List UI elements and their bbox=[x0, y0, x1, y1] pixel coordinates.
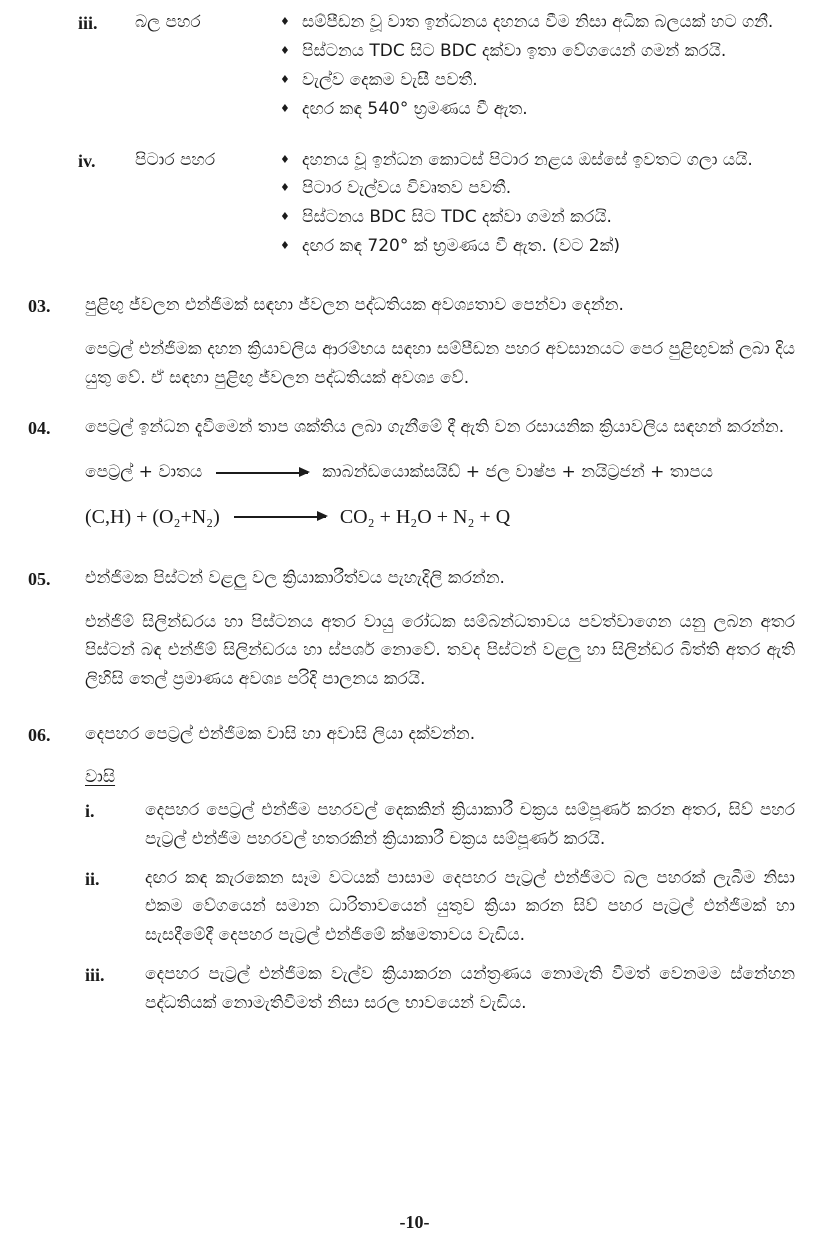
question-number: 05. bbox=[28, 568, 51, 589]
answer-text: එන්ජිම් සිලින්ඩරය හා පිස්ටනය අතර වායු රෝධක සම්බන්ධතාවය පවත්වාගෙන යනු ලබන අතර පිස්ටන් බඳ එන්ජිම් සිලින්ඩරය හා ස්පර්ශ නොවේ. තවද පිස්ටන් වළලු හා සිලින්ඩර බිත්ති අතර ඇති ලිහිසි තෙල් ප්‍රමාණය අවශ්‍ය පරිදි පාලනය කරයි. bbox=[85, 611, 795, 690]
bullet-text: සම්පීඩන වූ වාත ඉන්ධනය දහනය වීම නිසා අධික බලයක් හට ගනී. bbox=[302, 12, 774, 32]
diamond-bullet-icon: ♦ bbox=[280, 239, 290, 253]
answer-text: පෙට්‍රල් එන්ජිමක දහන ක්‍රියාවලිය ආරම්භය සඳහා සම්පීඩන පහර අවසානයට පෙර පුළිඟුවක් ලබා දිය යුතු වේ. ඒ සඳහා පුළිඟු ජ්වලන පද්ධතියක් අවශ්‍ය වේ. bbox=[85, 338, 795, 388]
question-body bbox=[85, 608, 795, 695]
question-number: 03. bbox=[28, 296, 51, 317]
bullet-text: වැල්ව දෙකම වැසී පවතී. bbox=[302, 69, 478, 90]
word-equation bbox=[85, 458, 795, 487]
question-03 bbox=[28, 291, 795, 392]
question-head bbox=[28, 564, 795, 595]
page-number: -10- bbox=[399, 1212, 430, 1233]
equation-rhs: CO₂ + H₂O + N₂ + Q bbox=[339, 505, 511, 528]
bullet-text: පිස්ටනය TDC සිට BDC දක්වා ඉතා වේගයෙන් ගමන් කරයි. bbox=[302, 40, 727, 61]
equation-lhs: පෙට්‍රල් + වාතය bbox=[85, 462, 203, 483]
question-number: 06. bbox=[28, 725, 51, 746]
diamond-bullet-icon: ♦ bbox=[280, 15, 290, 28]
diamond-bullet-icon: ♦ bbox=[280, 181, 290, 195]
bullet-item bbox=[280, 95, 795, 124]
sub-item-roman-numeral: iii. bbox=[85, 965, 105, 986]
equation-lhs: (C,H) + (O₂+N₂) bbox=[85, 505, 220, 528]
question-text: පුළිඟු ජ්වලන එන්ජිමක් සඳහා ජ්වලන පද්ධතියක අවශ්‍යතාව පෙන්වා දෙන්න. bbox=[85, 295, 624, 316]
diamond-bullet-icon: ♦ bbox=[280, 72, 290, 86]
diamond-bullet-icon: ♦ bbox=[280, 210, 290, 224]
stroke-item-exhaust bbox=[78, 146, 795, 262]
arrow-right-icon bbox=[216, 472, 308, 474]
stroke-term: බල පහර bbox=[135, 12, 201, 32]
question-text: දෙපහර පෙට්‍රල් එන්ජිමක වාසි හා අවාසි ලියා දක්වන්න. bbox=[85, 724, 476, 745]
diamond-bullet-icon: ♦ bbox=[280, 43, 290, 57]
diamond-bullet-icon: ♦ bbox=[280, 152, 290, 166]
sub-item-text: දඟර කඳ කැරකෙන සෑම වටයක් පාසාම දෙපහර පැට්‍රල් එන්ජිමට බල පහරක් ලැබීම නිසා එකම වේගයෙන් සමාන ධාරිතාවයෙන් යුතුව ක්‍රියා කරන සිව් පහර පැට්‍රල් එන්ජිමක් හා සැසදීමේදී දෙපහර පැට්‍රල් එන්ජිමේ ක්ෂමතාවය වැඩිය. bbox=[145, 867, 795, 946]
bullet-text: දහනය වූ ඉන්ධන කොටස් පිටාර නළය ඔස්සේ ඉවතට ගලා යයි. bbox=[302, 149, 753, 170]
symbol-equation bbox=[85, 500, 795, 534]
equation-rhs: කාබන්ඩයොක්සයිඩ් + ජල වාෂ්ප + නයිට්‍රජන් + තාපය bbox=[322, 462, 713, 483]
question-head bbox=[28, 720, 795, 751]
advantage-item bbox=[85, 796, 795, 854]
bullet-item bbox=[280, 232, 795, 261]
sub-item-roman-numeral: ii. bbox=[85, 868, 100, 889]
bullet-item bbox=[280, 174, 795, 203]
question-body bbox=[85, 458, 795, 534]
bullet-item bbox=[280, 66, 795, 95]
bullet-item bbox=[280, 8, 795, 37]
sub-item-text: දෙපහර පැට්‍රල් එන්ජිමක වැල්ව ක්‍රියාකරන යන්ත්‍රණය නොමැති වීමත් වෙනමම ස්නේහන පද්ධතියක් නොමැතිවීමත් නිසා සරල භාවයෙන් වැඩිය. bbox=[145, 964, 795, 1014]
question-04 bbox=[28, 413, 795, 534]
question-05 bbox=[28, 564, 795, 694]
advantage-item bbox=[85, 960, 795, 1018]
advantage-item bbox=[85, 864, 795, 951]
bullet-text: පිස්ටනය BDC සිට TDC දක්වා ගමන් කරයි. bbox=[302, 207, 612, 228]
bullet-text: පිටාර වැල්වය විවෘතව පවතී. bbox=[302, 178, 512, 199]
question-body bbox=[85, 335, 795, 393]
sub-item-roman-numeral: i. bbox=[85, 800, 95, 821]
bullet-item bbox=[280, 203, 795, 232]
bullet-item bbox=[280, 37, 795, 66]
bullet-text: දඟර කඳ 720° ක් භ්‍රමණය වී ඇත. (වට 2ක්) bbox=[302, 236, 621, 257]
bullet-list bbox=[280, 146, 795, 262]
question-body bbox=[85, 763, 795, 1018]
sub-item-text: දෙපහර පෙට්‍රල් එන්ජිම පහරවල් දෙකකින් ක්‍රියාකාරී චක්‍රය සම්පූර්ණ කරන අතර, සිව් පහර පැට්‍රල් එන්ජිම පහරවල් හතරකින් ක්‍රියාකාරී චක්‍රය සම්පූර්ණ කරයි. bbox=[145, 799, 795, 849]
question-head bbox=[28, 291, 795, 322]
bullet-text: දඟර කඳ 540° භ්‍රමණය වී ඇත. bbox=[302, 98, 528, 119]
bullet-list bbox=[280, 8, 795, 124]
question-text: එන්ජිමක පිස්ටන් වළලු වල ක්‍රියාකාරීත්වය පැහැදිලි කරන්න. bbox=[85, 567, 505, 588]
stroke-term: පිටාර පහර bbox=[135, 149, 216, 170]
stroke-roman-numeral: iv. bbox=[78, 150, 96, 171]
question-text: පෙට්‍රල් ඉන්ධන දැවීමෙන් තාප ශක්තිය ලබා ගැනීමේ දී ඇති වන රසායනික ක්‍රියාවලිය සඳහන් කරන්න. bbox=[85, 416, 785, 437]
stroke-item-power bbox=[78, 8, 795, 124]
diamond-bullet-icon: ♦ bbox=[280, 101, 290, 115]
arrow-right-icon bbox=[234, 516, 326, 518]
question-06 bbox=[28, 720, 795, 1018]
question-number: 04. bbox=[28, 417, 51, 438]
bullet-item bbox=[280, 146, 795, 175]
advantages-heading: වාසි bbox=[85, 766, 116, 787]
question-head bbox=[28, 413, 795, 444]
stroke-roman-numeral: iii. bbox=[78, 13, 98, 33]
